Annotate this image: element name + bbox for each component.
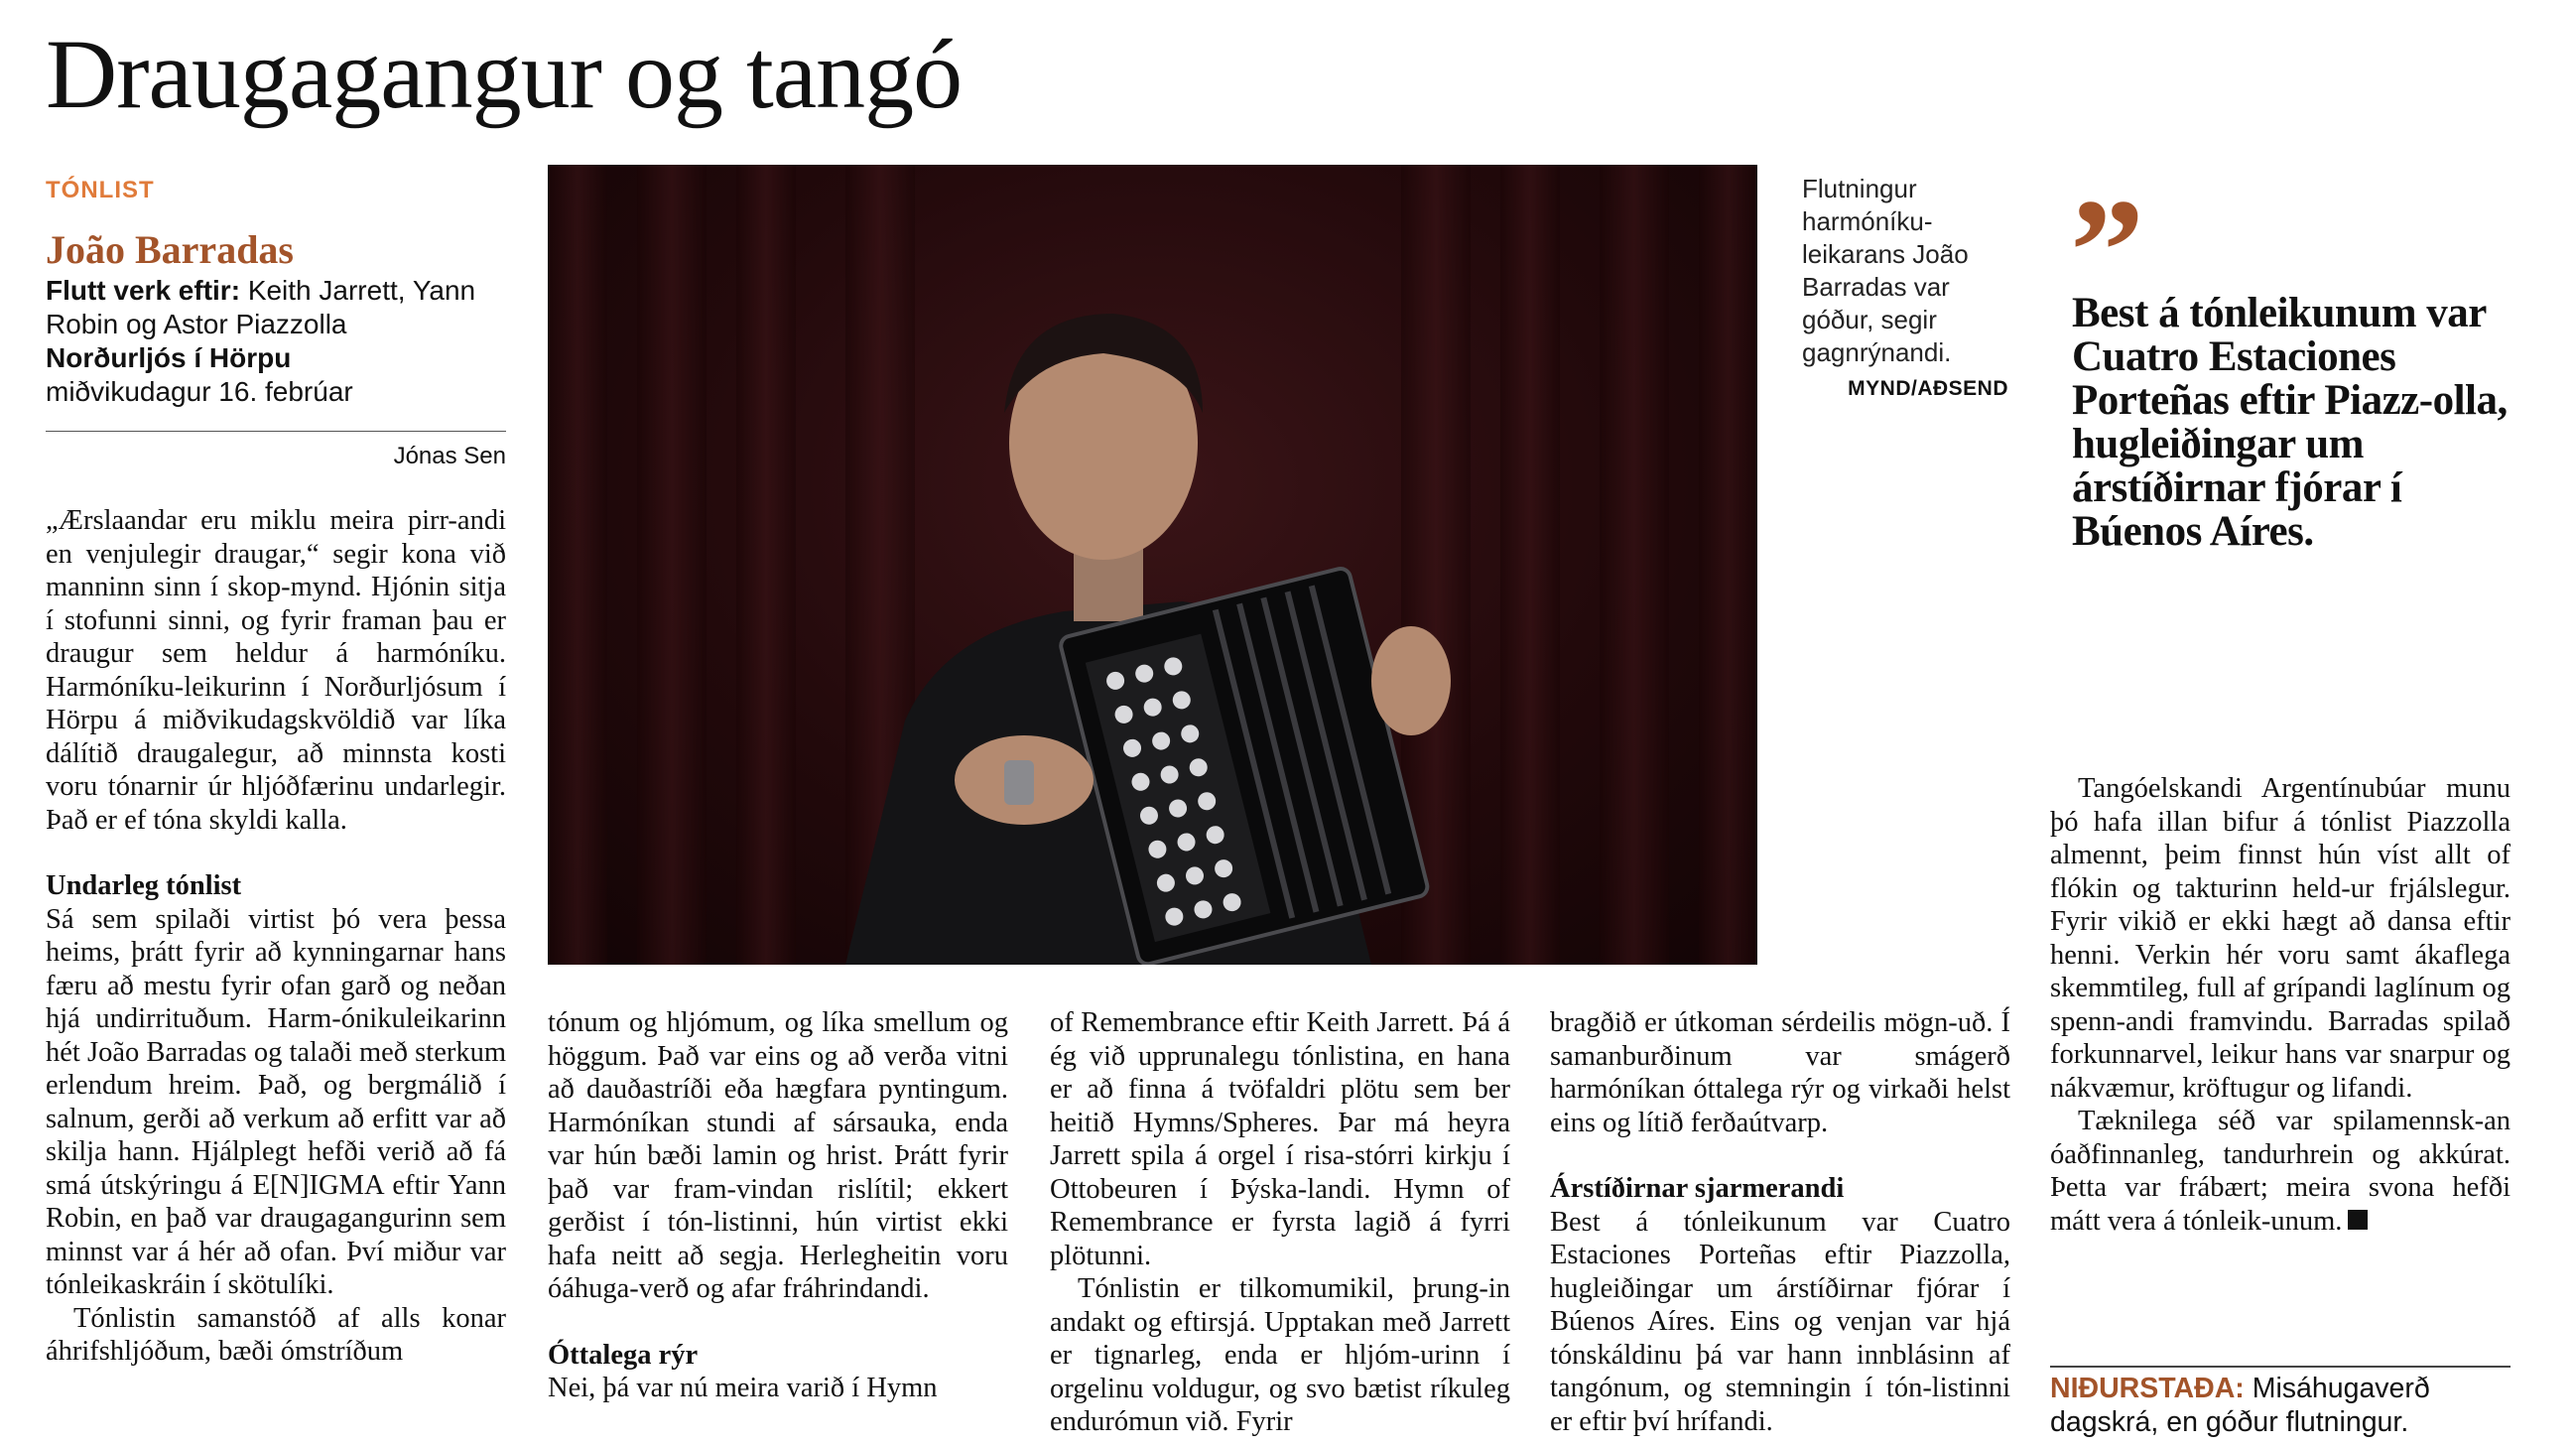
paragraph: „Ærslaandar eru miklu meira pirr-andi en venjulegir draugar,“ segir kona við manninn sinn í skop-mynd. Hjónin sitja í stofunni sinni, og fyrir framan þau er draugur sem heldur á harmóníku. Harmóníku-leikurinn í Norðurljósum í Hörpu á miðvikudagskvöldið var líka dálítið draugalegur, að minnsta kosti voru tónarnir úr hljóðfærinu undarlegir. Það er ef tóna skyldi kalla. <box>46 505 506 836</box>
paragraph-text: Tæknilega séð var spilamennsk-an óaðfinnanleg, tandurhrein og akkúrat. Þetta var frábært; meira svona hefði mátt vera á tónleik-unum. <box>2050 1106 2511 1237</box>
performer-name: João Barradas <box>46 227 294 272</box>
review-credits <box>46 274 512 409</box>
subheading: Undarleg tónlist <box>46 870 242 901</box>
verdict <box>2050 1372 2511 1439</box>
pull-quote: Best á tónleikunum var Cuatro Estaciones Porteñas eftir Piazz-olla, hugleiðingar um árstíðirnar fjórar í Búenos Aíres. <box>2072 290 2508 555</box>
accordion-player-illustration <box>548 165 1757 965</box>
quote-mark-icon: ” <box>2070 169 2144 333</box>
article-column-2 <box>548 1006 1008 1405</box>
accordionist-photo <box>548 165 1757 965</box>
article-column-4 <box>1550 1006 2010 1438</box>
subheading: Óttalega rýr <box>548 1339 699 1371</box>
verdict-text: Misáhugaverð dagskrá, en góður flutningur. <box>2050 1373 2430 1438</box>
paragraph: bragðið er útkoman sérdeilis mögn-uð. Í samanburðinum var smágerð harmóníkan óttalega rýr og virkaði helst eins og lítið ferðaútvarp. <box>1550 1007 2010 1138</box>
venue: Norðurljós í Hörpu <box>46 342 292 373</box>
paragraph: tónum og hljómum, og líka smellum og höggum. Það var eins og að verða vitni að dauðastríði eða hægfara pyntingum. Harmóníkan stundi af sársauka, enda var hún bæði lamin og hrist. Þrátt fyrir það var fram-vindan rislítil; ekkert gerðist í tón-listinni, hún virtist ekki hafa neitt að segja. Herlegheitin voru óáhuga-verð og afar fráhrindandi. <box>548 1007 1008 1304</box>
end-mark-icon <box>2348 1210 2368 1230</box>
paragraph: Best á tónleikunum var Cuatro Estaciones Porteñas eftir Piazzolla, hugleiðingar um árstíðirnar fjórar í Búenos Aíres. Eins og venjan var hjá tónskáldinu þá var hann innblásinn af tangónum, og stemningin í tón-listinni er eftir því hrífandi. <box>1550 1206 2010 1437</box>
article-column-5 <box>2050 772 2511 1238</box>
photo-credit: MYND/AÐSEND <box>1848 377 2008 400</box>
concert-date: miðvikudagur 16. febrúar <box>46 376 353 407</box>
verdict-divider <box>2050 1366 2511 1368</box>
byline-divider <box>46 431 506 432</box>
photo-caption: Flutningur harmóníku-leikarans João Barradas var góður, segir gagnrýnandi. <box>1802 174 1969 367</box>
subheading: Árstíðirnar sjarmerandi <box>1550 1173 1845 1204</box>
paragraph: Nei, þá var nú meira varið í Hymn <box>548 1373 938 1403</box>
article-column-1 <box>46 504 506 1369</box>
paragraph: Sá sem spilaði virtist þó vera þessa heims, þrátt fyrir að kynningarnar hans færu að mestu fyrir ofan garð og neðan hjá undirrituðum. Harm-ónikuleikarinn hét João Barradas og talaði með sterkum erlendum hreim. Það, og bergmálið í salnum, gerði að verkum að erfitt var að skilja hann. Hjálplegt hefði verið að fá smá útskýringu á E[N]IGMA eftir Yann Robin, en það var draugagangurinn sem minnst var á hér að ofan. Því miður var tónleikaskráin í skötulíki. <box>46 903 506 1300</box>
paragraph: Tónlistin samanstóð af alls konar áhrifshljóðum, bæði ómstríðum <box>46 1302 506 1367</box>
byline-author: Jónas Sen <box>393 443 506 469</box>
paragraph: of Remembrance eftir Keith Jarrett. Þá á ég við upprunalegu tónlistina, en hana er að finna á tvöfaldri plötu sem ber heitið Hymns/Spheres. Þar má heyra Jarrett spila á orgel í risa-stórri kirkju í Ottobeuren í Þýska-landi. Hymn of Remembrance er fyrsta lagið á fyrri plötunni. <box>1050 1007 1510 1271</box>
article-column-3 <box>1050 1006 1510 1439</box>
works-label: Flutt verk eftir: <box>46 275 241 306</box>
paragraph <box>2050 1105 2511 1238</box>
section-kicker: TÓNLIST <box>46 177 155 203</box>
paragraph: Tangóelskandi Argentínubúar munu þó hafa illan bifur á tónlist Piazzolla almennt, þeim finnst hún víst allt of flókin og takturinn held-ur frjálslegur. Fyrir vikið er ekki hægt að dansa eftir henni. Verkin hér voru samt ákaflega skemmtileg, full af grípandi laglínum og spenn-andi framvindu. Barradas spilað forkunnarvel, leikur hans var snarpur og nákvæmur, kröftugur og lifandi. <box>2050 773 2511 1104</box>
verdict-label: NIÐURSTAÐA: <box>2050 1373 2245 1404</box>
works-value: Keith Jarrett, Yann Robin og Astor Piazzolla <box>46 275 476 339</box>
headline: Draugagangur og tangó <box>46 19 963 129</box>
paragraph: Tónlistin er tilkomumikil, þrung-in andakt og eftirsjá. Upptakan með Jarrett er tignarleg, enda er hljóm-urinn í orgelinu voldugur, og svo bætist ríkuleg endurómun við. Fyrir <box>1050 1273 1510 1437</box>
